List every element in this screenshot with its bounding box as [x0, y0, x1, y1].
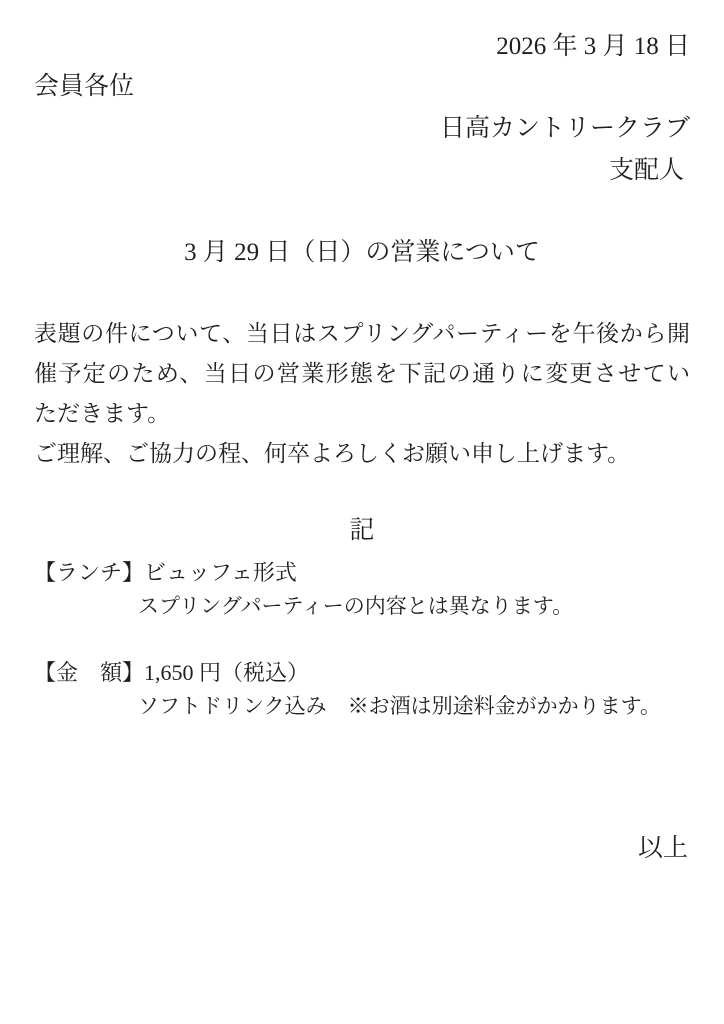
sender-block [34, 112, 690, 188]
sender-organization: 日高カントリークラブ [439, 115, 690, 142]
body-line-2: 催予定のため、当日の営業形態を下記の通りに変更させてい [34, 361, 690, 386]
item-price-value: 1,650 円（税込） [144, 660, 310, 685]
recipient: 会員各位 [34, 73, 135, 100]
closing: 以上 [637, 835, 688, 862]
document-date: 2026 年 3 月 18 日 [496, 33, 690, 60]
item-price [34, 658, 690, 720]
section-marker: 記 [349, 517, 375, 544]
item-price-note: ソフトドリンク込み ※お酒は別途料金がかかります。 [138, 694, 661, 718]
body-line-4: ご理解、ご協力の程、何卒よろしくお願い申し上げます。 [34, 441, 631, 466]
sender-title: 支配人 [608, 157, 684, 184]
item-price-main [34, 658, 690, 688]
item-lunch-label: 【ランチ】 [34, 560, 145, 585]
document-subject: 3 月 29 日（日）の営業について [184, 239, 540, 266]
item-price-label: 【金 額】 [34, 660, 145, 685]
item-lunch-main [34, 558, 690, 588]
body-line-3: ただきます。 [34, 401, 171, 426]
item-lunch [34, 558, 690, 620]
item-lunch-note: スプリングパーティーの内容とは異なります。 [138, 594, 574, 618]
body-paragraph [34, 314, 690, 474]
body-line-1: 表題の件について、当日はスプリングパーティーを午後から開 [34, 321, 690, 346]
item-lunch-value: ビュッフェ形式 [144, 560, 297, 585]
